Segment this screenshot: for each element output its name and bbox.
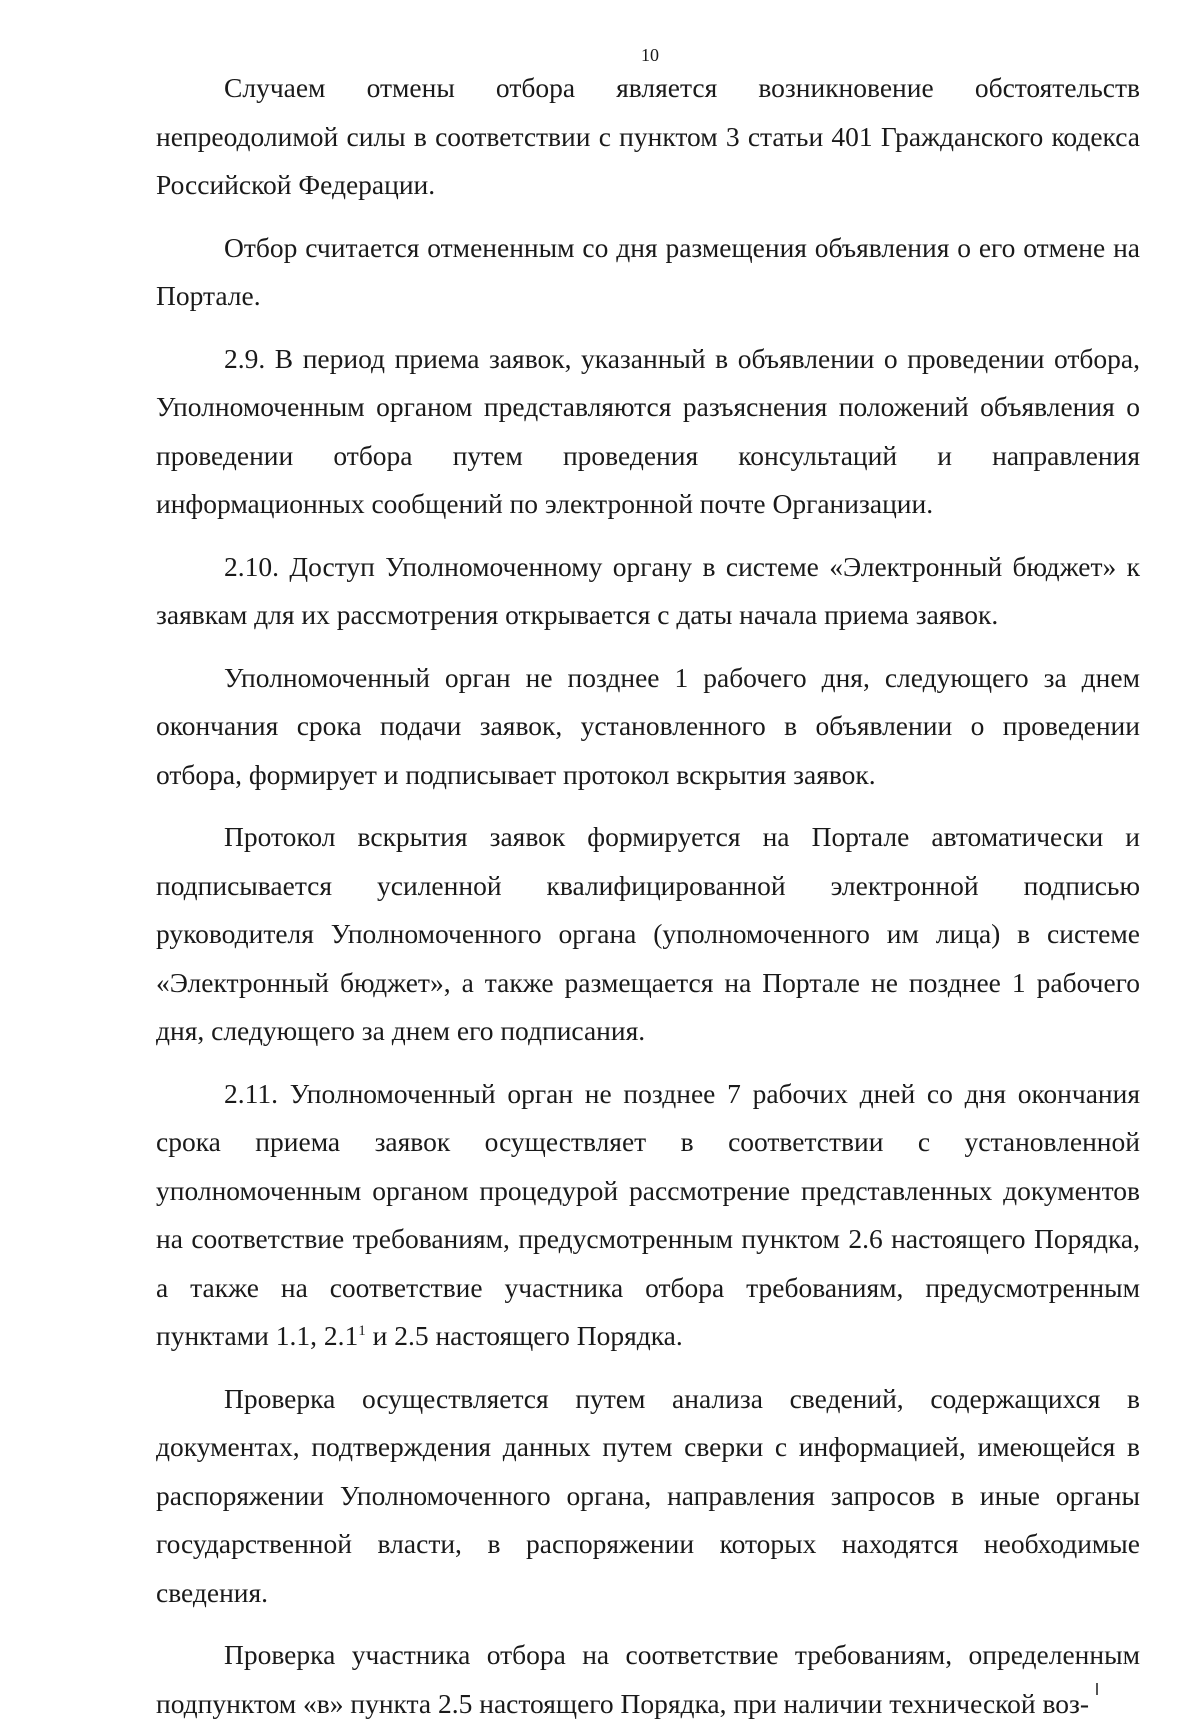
paragraph-opening-protocol: Уполномоченный орган не позднее 1 рабочего дня, следующего за днем окончания срока подачи заявок, установленного в объявлении о проведении отбора, формирует и подписывает протокол вскрытия заявок. [156,661,1140,790]
paragraph-cancellation-cause: Случаем отмены отбора является возникновение обстоятельств непреодолимой силы в соответствии с пунктом 3 статьи 401 Гражданского кодекса Российской Федерации. [156,72,1140,200]
paragraph-cancellation-effective: Отбор считается отмененным со дня размещения объявления о его отмене на Портале. [156,231,1140,311]
paragraph-protocol-signing: Протокол вскрытия заявок формируется на Портале автоматически и подписывается усиленной квалифицированной электронной подписью руководителя Уполномоченного органа (уполномоченного им лица) в системе «Электронный бюджет», а также размещается на Портале не позднее 1 рабочего дня, следующего за днем его подписания. [156,821,1140,1046]
paragraph-2-11-text: 2.11. Уполномоченный орган не позднее 7 рабочих дней со дня окончания срока приема заявок осуществляет в соответствии с установленной уполномоченным органом процедурой рассмотрение представленных документов на соответствие требованиям, предусмотренным пунктом 2.6 настоящего Порядка, а также на соответствие участника отбора требованиям, предусмотренным пунктами 1.1, 2.1 [156,1077,1140,1351]
paragraph-verification-requirements: Проверка участника отбора на соответствие требованиям, определенным подпунктом «в» пункта 2.5 настоящего Порядка, при наличии технической воз- [156,1639,1140,1719]
footnote-superscript: 1 [358,1322,366,1339]
paragraph-2-11 [156,1070,1140,1361]
document-body [156,64,1140,1728]
paragraph-2-11-ending: и 2.5 настоящего Порядка. [365,1320,683,1351]
paragraph-2-10: 2.10. Доступ Уполномоченному органу в системе «Электронный бюджет» к заявкам для их рассмотрения открывается с даты начала приема заявок. [156,550,1140,630]
paragraph-verification-method: Проверка осуществляется путем анализа сведений, содержащихся в документах, подтверждения данных путем сверки с информацией, имеющейся в распоряжении Уполномоченного органа, направления запросов в иные органы государственной власти, в распоряжении которых находятся необходимые сведения. [156,1382,1140,1608]
paragraph-2-9: 2.9. В период приема заявок, указанный в объявлении о проведении отбора, Уполномоченным органом представляются разъяснения положений объявления о проведении отбора путем проведения консультаций и направления информационных сообщений по электронной почте Организации. [156,342,1140,519]
page-number: 10 [641,45,659,65]
scan-artifact-mark [1096,1683,1098,1695]
